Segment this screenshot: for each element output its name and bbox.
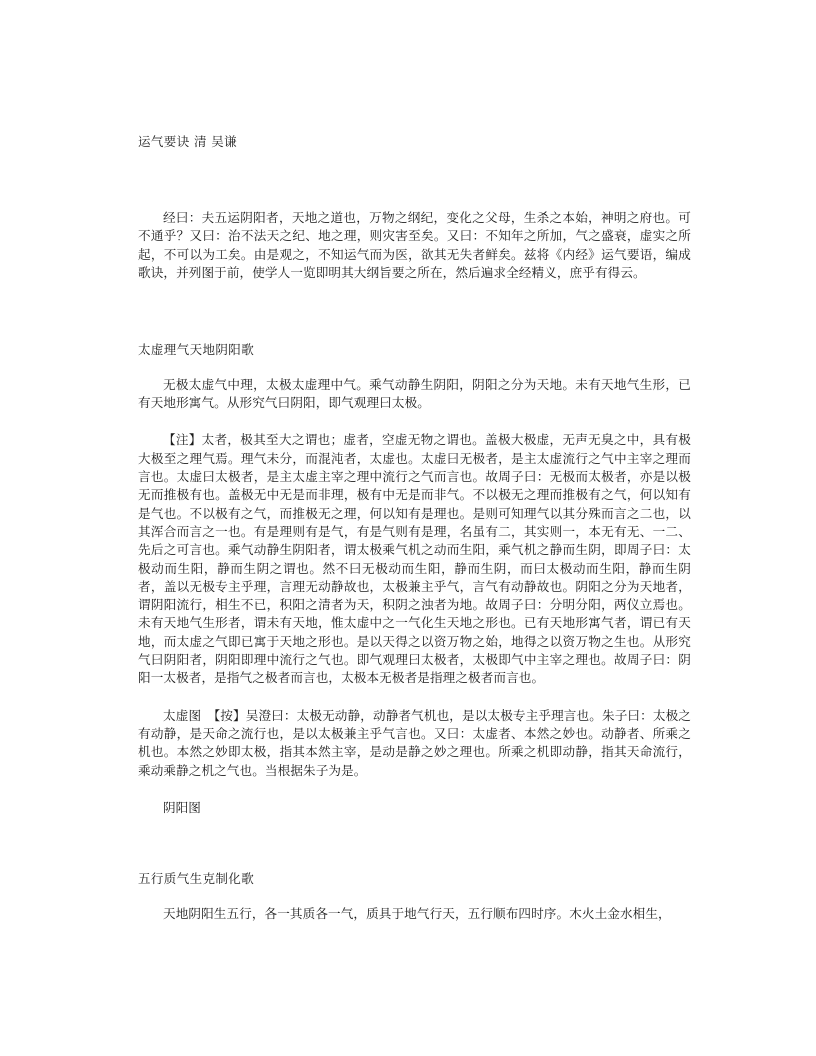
spacer xyxy=(138,412,691,431)
spacer xyxy=(138,359,691,376)
text-column xyxy=(138,0,691,923)
preface-paragraph: 经曰：夫五运阴阳者，天地之道也，万物之纲纪，变化之父母，生杀之本始，神明之府也。可不通乎？又曰：治不法天之纪、地之理，则灾害至矣。又曰：不知年之所加，气之盛衰，虚实之所起，不可以为工矣。由是观之，不知运气而为医，欲其无失者鲜矣。兹将《内经》运气要语，编成歌诀，并列图于前，使学人一览即明其大纲旨要之所在，然后遍求全经精义，庶乎有得云。 xyxy=(138,210,691,281)
spacer xyxy=(138,283,691,341)
annotation-zhu-paragraph: 【注】太者，极其至大之谓也；虚者，空虚无物之谓也。盖极大极虚，无声无臭之中，具有极大极至之理气焉。理气未分，而混沌者，太虚也。太虚曰无极者，是主太虚流行之气中主宰之理而言也。太虚曰太极者，是主太虚主宰之理中流行之气而言也。故周子曰：无极而太极者，亦是以极无而推极有也。盖极无中无是而非理，极有中无是而非气。不以极无之理而推极有之气，何以知有是气也。不以极有之气，而推极无之理，何以知有是理也。是则可知理气以其分殊而言之二也，以其浑合而言之一也。有是理则有是气，有是气则有是理，名虽有二，其实则一，本无有无、一二、先后之可言也。乘气动静生阴阳者，谓太极乘气机之动而生阳，乘气机之静而生阴，即周子曰：太极动而生阳，静而生阴之谓也。然不曰无极动而生阳，静而生阴，而曰太极动而生阳，静而生阴者，盖以无极专主乎理，言理无动静故也，太极兼主乎气，言气有动静故也。阴阳之分为天地者，谓阴阳流行，相生不已，积阳之清者为天，积阴之浊者为地。故周子曰：分明分阳，两仪立焉也。未有天地气生形者，谓未有天地，惟太虚中之一气化生天地之形也。已有天地形寓气者，谓已有天地，而太虚之气即已寓于天地之形也。是以天得之以资万物之始，地得之以资万物之生也。从形究气曰阴阳者，阴阳即理中流行之气也。即气观理曰太极者，太极即气中主宰之理也。故周子曰：阴阳一太极者，是指气之极者而言也，太极本无极者是指理之极者而言也。 xyxy=(138,432,691,686)
spacer xyxy=(138,151,691,199)
spacer xyxy=(138,888,691,905)
page-title: 运气要诀 清 吴谦 xyxy=(138,134,238,149)
figure-note-taixutu: 太虚图 【按】吴澄曰：太极无动静，动静者气机也，是以太极专主乎理言也。朱子曰：太极之有动静，是天命之流行也，是以太极兼主乎气言也。又曰：太虚者、本然之妙也。动静者、所乘之机也。本然之妙即太极，指其本然主宰，是动是静之妙之理也。所乘之机即动静，指其天命流行，乘动乘静之机之气也。当根据朱子为是。 xyxy=(138,707,691,778)
song-verse-taixu: 无极太虚气中理，太极太虚理中气。乘气动静生阴阳，阴阳之分为天地。未有天地气生形，已有天地形寓气。从形究气曰阴阳，即气观理曰太极。 xyxy=(138,376,691,411)
spacer xyxy=(138,818,691,870)
spacer xyxy=(138,780,691,799)
section-heading-taixu: 太虚理气天地阴阳歌 xyxy=(138,341,255,357)
spacer xyxy=(138,199,691,209)
song-verse-wuxing: 天地阴阳生五行，各一其质各一气，质具于地气行天，五行顺布四时序。木火土金水相生， xyxy=(163,905,671,921)
section-heading-wuxing: 五行质气生克制化歌 xyxy=(138,870,255,886)
figure-label-yinyangtu: 阴阳图 xyxy=(163,800,201,816)
spacer xyxy=(138,688,691,707)
